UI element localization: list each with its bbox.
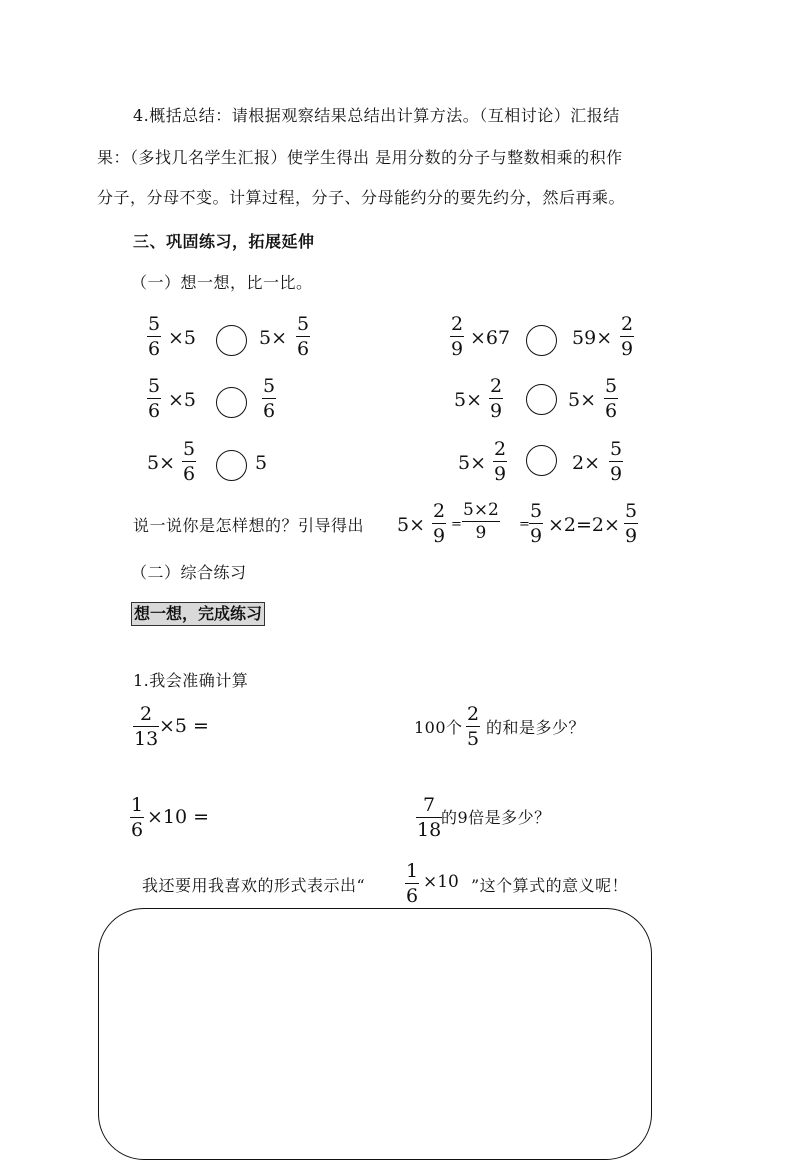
fraction: 1 6 <box>131 794 144 841</box>
fraction: 5 6 <box>297 313 310 360</box>
prompt-text-after: ”这个算式的意义呢！ <box>471 876 629 895</box>
expression-text: 的和是多少？ <box>486 718 586 737</box>
fraction: 1 6 <box>406 860 419 907</box>
compare-circle[interactable] <box>526 445 557 476</box>
compare-circle[interactable] <box>216 387 247 418</box>
fraction: 5 6 <box>263 375 276 422</box>
compare-circle[interactable] <box>526 384 557 415</box>
intro-line-2: 果：（多找几名学生汇报）使学生得出 是用分数的分子与整数相乘的积作 <box>97 148 623 167</box>
fraction: 5 6 <box>183 438 196 485</box>
fraction: 5 6 <box>605 375 618 422</box>
expression-text: ×5 <box>168 327 197 349</box>
expression-text: ×10 <box>423 872 459 892</box>
fraction: 2 9 <box>451 313 464 360</box>
prompt-text-before: 我还要用我喜欢的形式表示出“ <box>142 876 366 895</box>
expression-text: 59× <box>572 327 613 349</box>
boxed-heading: 想一想，完成练习 <box>131 602 265 626</box>
fraction: 2 13 <box>134 703 159 750</box>
intro-line-1: 4.概括总结：请根据观察结果总结出计算方法。（互相讨论）汇报结 <box>133 106 620 125</box>
expression-text: ×5 = <box>159 715 209 737</box>
fraction: 5 6 <box>148 375 161 422</box>
fraction: 5 6 <box>148 313 161 360</box>
exercise-title: 1.我会准确计算 <box>133 671 249 690</box>
expression-text: ×5 <box>168 389 197 411</box>
equals-sign: = <box>519 517 530 532</box>
compare-circle[interactable] <box>216 325 247 356</box>
fraction: 5 9 <box>610 438 623 485</box>
fraction: 2 9 <box>494 438 507 485</box>
fraction: 5×2 9 <box>463 500 499 543</box>
fraction: 2 5 <box>467 703 480 750</box>
expression-text: ×10 = <box>147 806 210 828</box>
subsection-practice-title: （二）综合练习 <box>131 563 247 582</box>
answer-drawing-box[interactable] <box>98 908 652 1160</box>
expression-text: 5 <box>255 452 268 474</box>
expression-text: 100个 <box>414 718 463 737</box>
fraction: 2 9 <box>490 375 503 422</box>
fraction: 5 9 <box>625 500 638 547</box>
fraction: 5 9 <box>530 500 543 547</box>
expression-text: 5× <box>259 327 288 349</box>
compare-circle[interactable] <box>216 450 247 481</box>
expression-text: 的9倍是多少？ <box>441 808 551 827</box>
expression-text: ×67 <box>470 327 511 349</box>
fraction: 2 9 <box>621 313 634 360</box>
explanation-prefix: 说一说你是怎样想的？引导得出 <box>133 516 365 535</box>
expression-text: 5× <box>458 452 487 474</box>
equals-sign: = <box>451 517 462 532</box>
expression-text: 5× <box>568 389 597 411</box>
expression-text: ×2=2× <box>548 514 620 536</box>
fraction: 2 9 <box>433 500 446 547</box>
fraction: 7 18 <box>417 794 442 841</box>
compare-circle[interactable] <box>526 325 557 356</box>
expression-text: 2× <box>572 452 601 474</box>
expression-text: 5× <box>147 452 176 474</box>
subsection-compare-title: （一）想一想，比一比。 <box>131 273 313 292</box>
section-heading: 三、巩固练习，拓展延伸 <box>133 232 315 251</box>
expression-text: 5× <box>454 389 483 411</box>
expression-text: 5× <box>397 514 426 536</box>
intro-line-3: 分子，分母不变。计算过程，分子、分母能约分的要先约分，然后再乘。 <box>97 188 626 207</box>
